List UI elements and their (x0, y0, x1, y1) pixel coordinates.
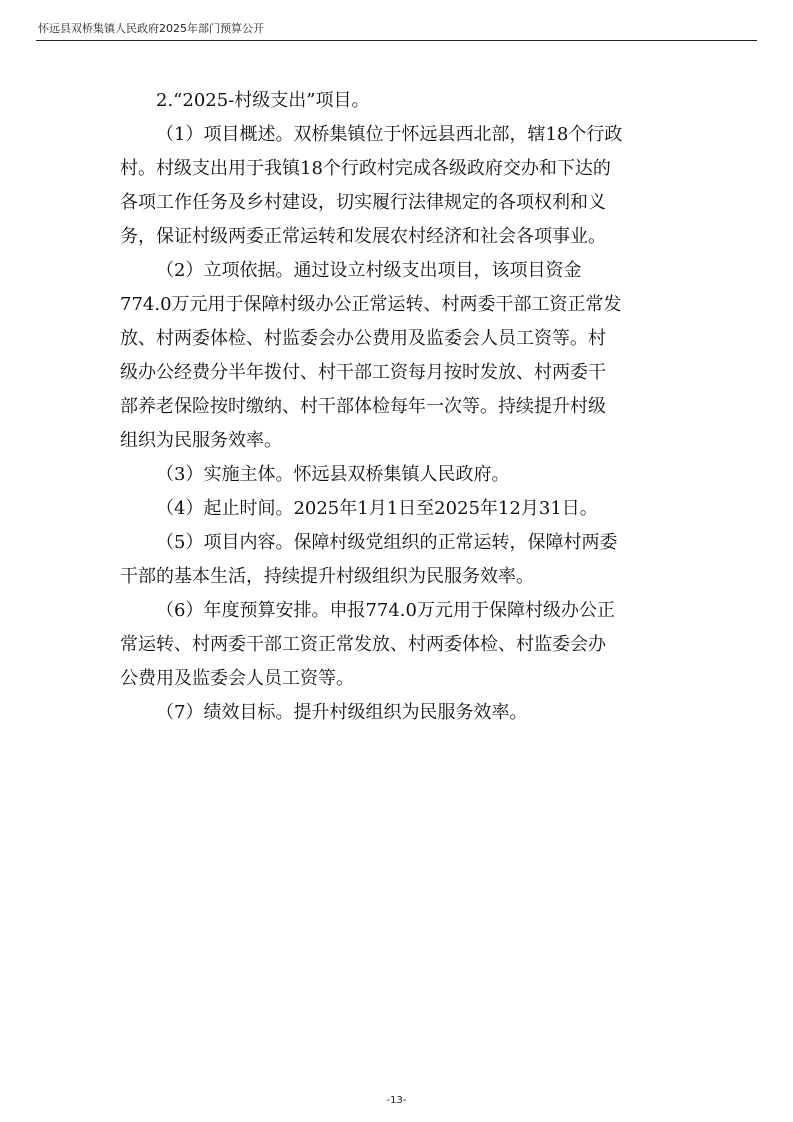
paragraph-period (120, 492, 695, 526)
paragraph-line: 干部的基本生活，持续提升村级组织为民服务效率。 (120, 566, 534, 587)
paragraph-line: 村。村级支出用于我镇18个行政村完成各级政府交办和下达的 (120, 158, 611, 179)
section-heading (120, 84, 695, 118)
page-header (36, 20, 757, 41)
paragraph-line: 各项工作任务及乡村建设，切实履行法律规定的各项权利和义 (120, 192, 606, 213)
page-number: -13- (386, 1095, 407, 1106)
paragraph-overview (120, 118, 695, 254)
heading-line: 2.“2025-村级支出”项目。 (156, 90, 370, 111)
paragraph-line: （6）年度预算安排。申报774.0万元用于保障村级办公正 (156, 600, 615, 621)
paragraph-line: 774.0万元用于保障村级办公正常运转、村两委干部工资正常发 (120, 294, 622, 315)
paragraph-line: （2）立项依据。通过设立村级支出项目，该项目资金 (156, 260, 582, 281)
paragraph-line: （1）项目概述。双桥集镇位于怀远县西北部，辖18个行政 (156, 124, 623, 145)
paragraph-line: （3）实施主体。怀远县双桥集镇人民政府。 (156, 464, 510, 485)
paragraph-line: 常运转、村两委干部工资正常发放、村两委体检、村监委会办 (120, 634, 606, 655)
paragraph-line: （7）绩效目标。提升村级组织为民服务效率。 (156, 702, 528, 723)
paragraph-implementer (120, 458, 695, 492)
paragraph-line: 组织为民服务效率。 (120, 430, 282, 451)
paragraph-basis (120, 254, 695, 458)
paragraph-line: （4）起止时间。2025年1月1日至2025年12月31日。 (156, 498, 598, 519)
paragraph-line: （5）项目内容。保障村级党组织的正常运转，保障村两委 (156, 532, 618, 553)
paragraph-content (120, 526, 695, 594)
paragraph-line: 级办公经费分半年拨付、村干部工资每月按时发放、村两委干 (120, 362, 606, 383)
paragraph-budget (120, 594, 695, 696)
header-title: 怀远县双桥集镇人民政府2025年部门预算公开 (38, 22, 264, 35)
paragraph-line: 部养老保险按时缴纳、村干部体检每年一次等。持续提升村级 (120, 396, 606, 417)
paragraph-line: 公费用及监委会人员工资等。 (120, 668, 354, 689)
document-body (120, 84, 695, 730)
paragraph-line: 务，保证村级两委正常运转和发展农村经济和社会各项事业。 (120, 226, 606, 247)
paragraph-goal (120, 696, 695, 730)
paragraph-line: 放、村两委体检、村监委会办公费用及监委会人员工资等。村 (120, 328, 606, 349)
